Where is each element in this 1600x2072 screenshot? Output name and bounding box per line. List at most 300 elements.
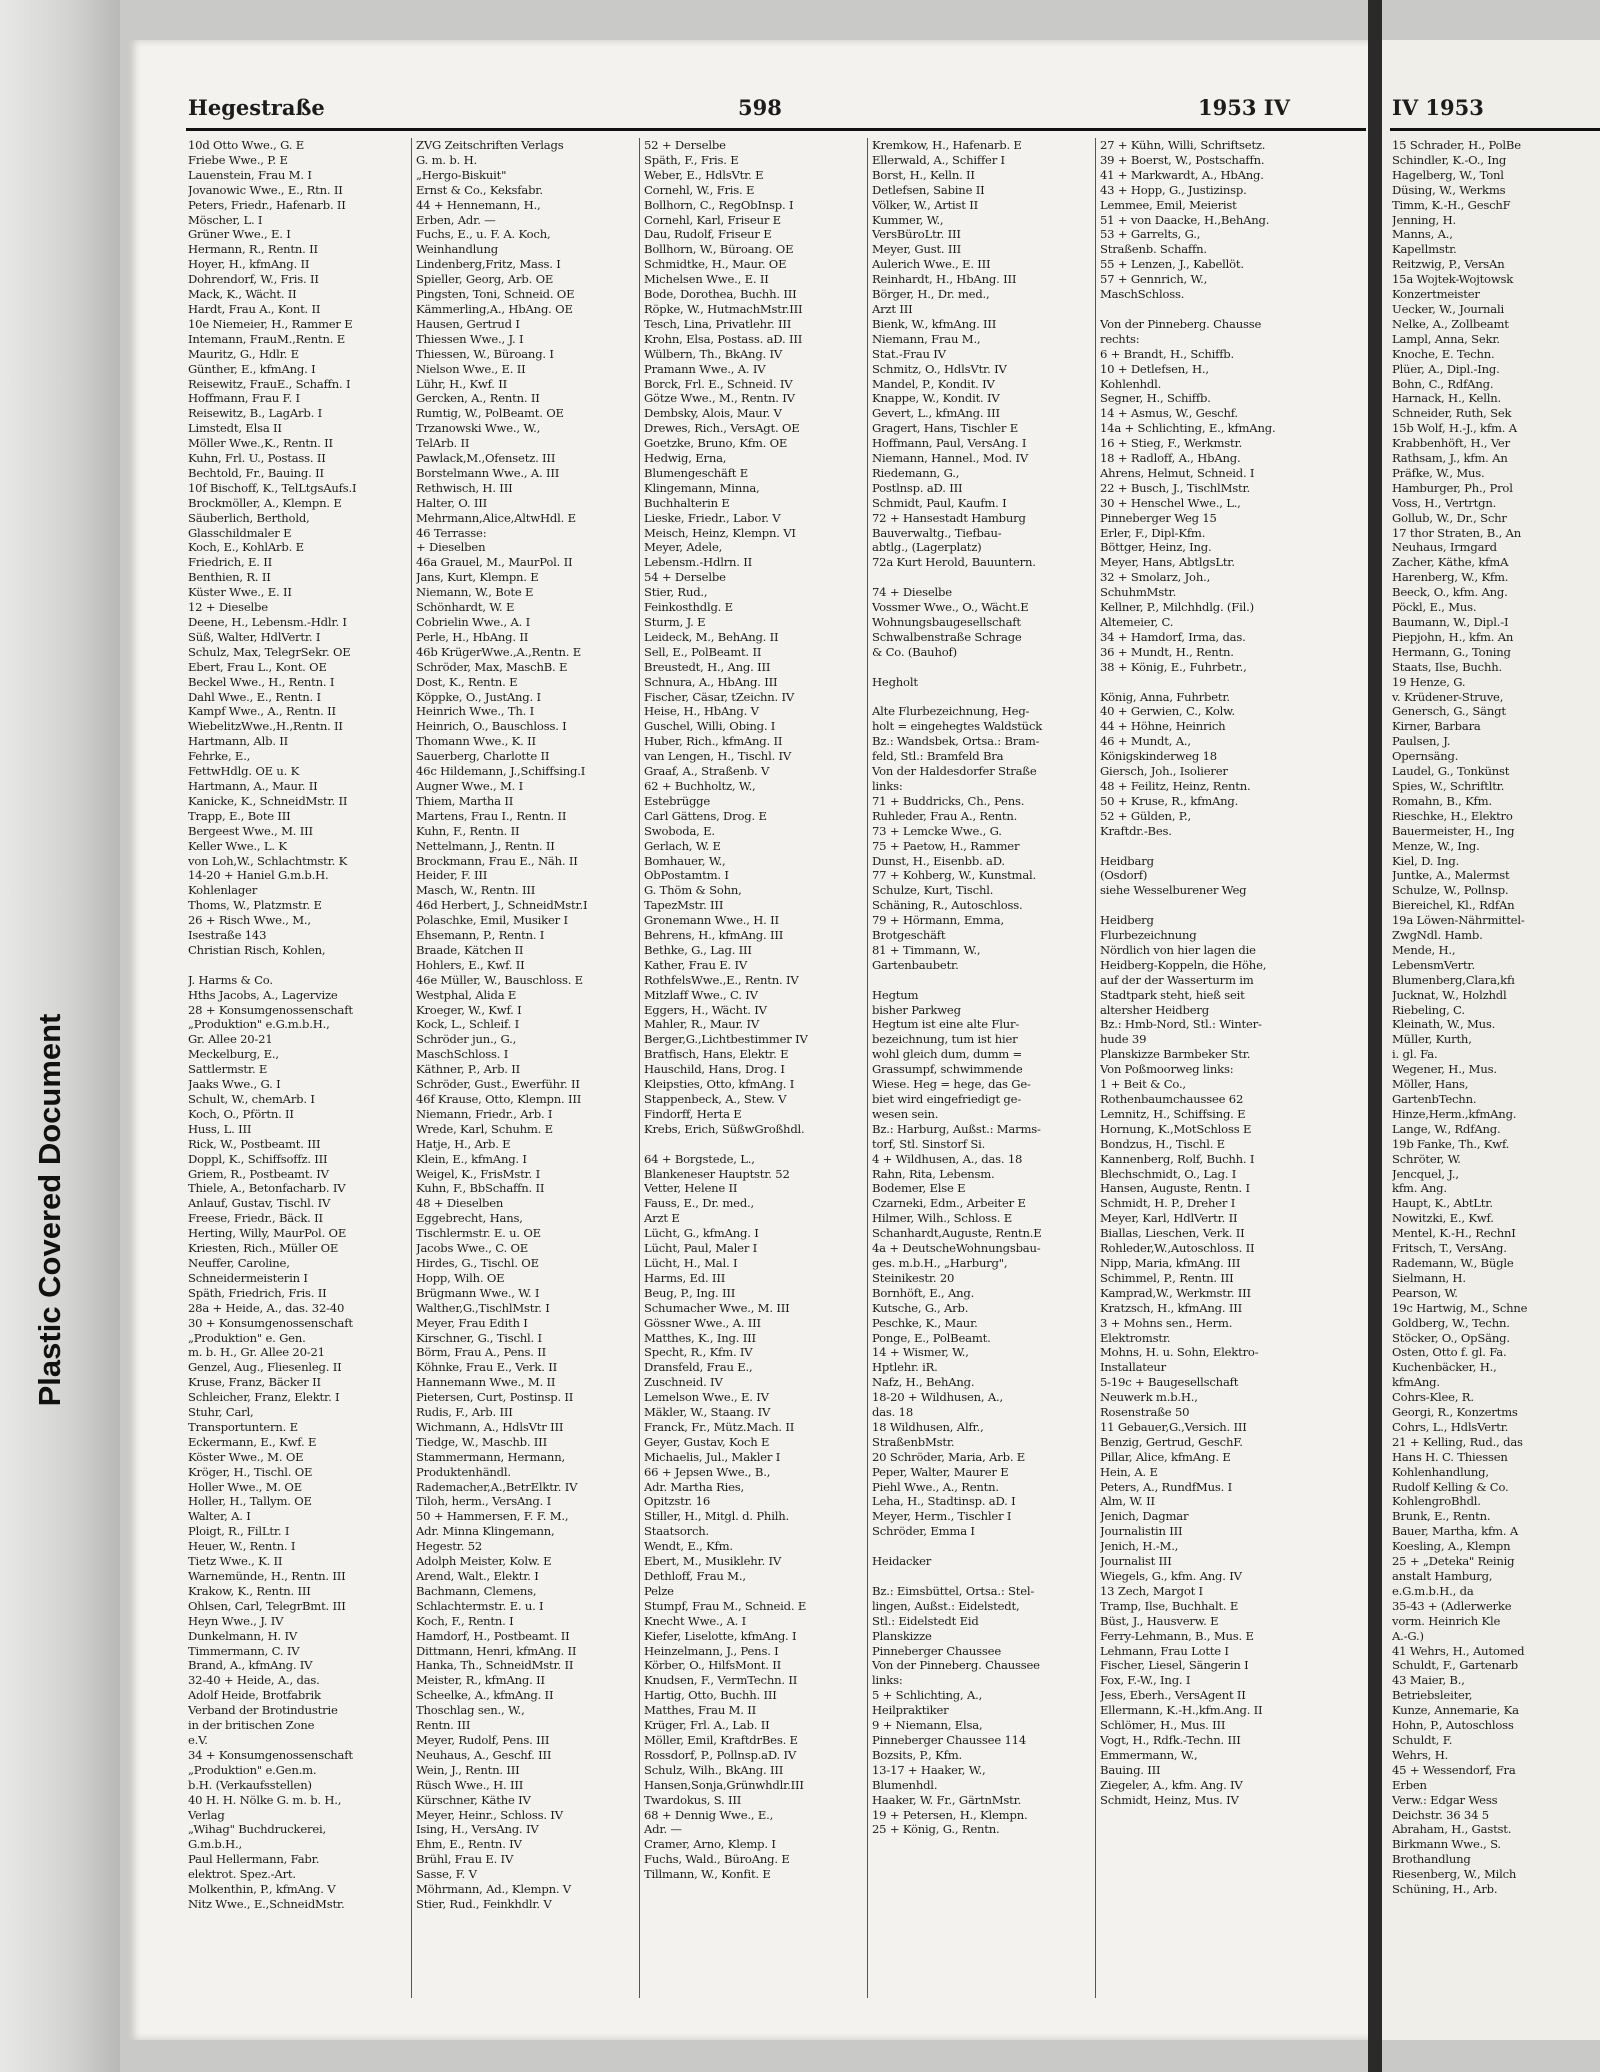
- directory-entry: Schnura, A., HbAng. III: [644, 674, 778, 689]
- directory-entry: 62 + Buchholtz, W.,: [644, 778, 756, 793]
- directory-entry: Verw.: Edgar Wess: [1392, 1792, 1498, 1807]
- directory-entry: Isestraße 143: [188, 928, 267, 943]
- directory-entry: Ruhleder, Frau A., Rentn.: [872, 808, 1018, 823]
- directory-entry: Beug, P., Ing. III: [644, 1285, 736, 1300]
- directory-entry: Hermann, R., Rentn. II: [188, 242, 318, 257]
- directory-entry: Hegholt: [872, 674, 918, 689]
- directory-entry: Grassumpf, schwimmende: [872, 1062, 1023, 1077]
- directory-entry: abtlg., (Lagerplatz): [872, 540, 982, 555]
- directory-entry: Staats, Ilse, Buchh.: [1392, 659, 1502, 674]
- directory-entry: 41 Wehrs, H., Automed: [1392, 1643, 1525, 1658]
- directory-entry: 68 + Dennig Wwe., E.,: [644, 1807, 774, 1822]
- directory-entry: TelArb. II: [416, 436, 470, 451]
- directory-entry: Brunk, E., Rentn.: [1392, 1509, 1491, 1524]
- directory-entry: Adr. Martha Ries,: [644, 1479, 745, 1494]
- directory-entry: 50 + Hammersen, F. F. M.,: [416, 1509, 569, 1524]
- directory-entry: Hilmer, Wilh., Schloss. E: [872, 1211, 1012, 1226]
- directory-entry: 10d Otto Wwe., G. E: [188, 138, 304, 152]
- directory-entry: Cornehl, W., Fris. E: [644, 182, 755, 197]
- directory-entry: Sauerberg, Charlotte II: [416, 749, 550, 764]
- directory-entry: Gössner Wwe., A. III: [644, 1315, 761, 1330]
- directory-entry: Menze, W., Ing.: [1392, 838, 1480, 853]
- directory-entry: Schlachtermstr. E. u. I: [416, 1598, 544, 1613]
- directory-entry: 66 + Jepsen Wwe., B.,: [644, 1464, 771, 1479]
- directory-entry: Paul Hellermann, Fabr.: [188, 1852, 320, 1867]
- directory-entry: Perle, H., HbAng. II: [416, 629, 529, 644]
- directory-entry: Meyer, Frau Edith I: [416, 1315, 528, 1330]
- directory-entry: Pelze: [644, 1583, 674, 1598]
- directory-entry: Ellermann, K.-H.,kfm.Ang. II: [1100, 1703, 1263, 1718]
- directory-entry: ZVG Zeitschriften Verlags: [416, 138, 564, 152]
- next-page-edge: [1382, 40, 1600, 2040]
- directory-entry: 40 H. H. Nölke G. m. b. H.,: [188, 1792, 342, 1807]
- directory-entry: Rohleder,W.,Autoschloss. II: [1100, 1241, 1255, 1256]
- directory-entry: Harnack, H., Kelln.: [1392, 391, 1501, 406]
- directory-entry: 52 + Gülden, P.,: [1100, 808, 1192, 823]
- next-page-header: IV 1953: [1392, 95, 1484, 120]
- directory-entry: Knudsen, F., VermTechn. II: [644, 1673, 798, 1688]
- directory-entry: 44 + Höhne, Heinrich: [1100, 719, 1226, 734]
- directory-entry: Heidberg: [1100, 913, 1154, 928]
- directory-entry: Heuer, W., Rentn. I: [188, 1539, 296, 1554]
- directory-entry: Fehrke, E.,: [188, 749, 251, 764]
- directory-entry: Völker, W., Artist II: [872, 197, 979, 212]
- directory-entry: 79 + Hörmann, Emma,: [872, 913, 1004, 928]
- directory-entry: Trapp, E., Bote III: [188, 808, 291, 823]
- directory-entry: Kohlenlager: [188, 883, 258, 898]
- directory-entry: 44 + Hennemann, H.,: [416, 197, 541, 212]
- directory-entry: Adolph Meister, Kolw. E: [416, 1554, 552, 1569]
- directory-entry: Juntke, A., Malermst: [1392, 868, 1510, 883]
- directory-entry: 77 + Kohberg, W., Kunstmal.: [872, 868, 1037, 883]
- directory-entry: Kanicke, K., SchneidMstr. II: [188, 793, 348, 808]
- directory-entry: 27 + Kühn, Willi, Schriftsetz.: [1100, 138, 1266, 152]
- directory-entry: Dost, K., Rentn. E: [416, 674, 518, 689]
- directory-entry: 35-43 + (Adlerwerke: [1392, 1598, 1512, 1613]
- directory-entry: Königskinderweg 18: [1100, 749, 1217, 764]
- directory-entry: Graaf, A., Straßenb. V: [644, 764, 770, 779]
- directory-entry: Müller, Kurth,: [1392, 1032, 1472, 1047]
- directory-entry: bezeichnung, tum ist hier: [872, 1032, 1018, 1047]
- directory-entry: Braade, Kätchen II: [416, 942, 524, 957]
- directory-entry: Brothandlung: [1392, 1852, 1471, 1867]
- directory-entry: Schlömer, H., Mus. III: [1100, 1718, 1226, 1733]
- directory-entry: Jenning, H.: [1392, 212, 1457, 227]
- directory-entry: Möller, Hans,: [1392, 1077, 1469, 1092]
- directory-entry: Biallas, Lieschen, Verk. II: [1100, 1226, 1245, 1241]
- directory-entry: Carl Gättens, Drog. E: [644, 808, 767, 823]
- directory-entry: Niemann, Hannel., Mod. IV: [872, 451, 1029, 466]
- directory-entry: in der britischen Zone: [188, 1718, 315, 1733]
- directory-entry: Schmitz, O., HdlsVtr. IV: [872, 361, 1007, 376]
- directory-entry: Meckelburg, E.,: [188, 1047, 279, 1062]
- directory-entry: Heider, F. III: [416, 868, 488, 883]
- directory-entry: 30 + Konsumgenossenschaft: [188, 1315, 353, 1330]
- directory-entry: [872, 660, 1090, 675]
- directory-entry: e.G.m.b.H., da: [1392, 1583, 1474, 1598]
- directory-entry: Nelke, A., Zollbeamt: [1392, 316, 1509, 331]
- directory-entry: [872, 1569, 1090, 1584]
- directory-entry: 55 + Lenzen, J., Kabellöt.: [1100, 257, 1244, 272]
- directory-entry: 14 + Wismer, W.,: [872, 1345, 969, 1360]
- directory-entry: Swoboda, E.: [644, 823, 715, 838]
- directory-entry: Hanka, Th., SchneidMstr. II: [416, 1658, 574, 1673]
- directory-entry: 46c Hildemann, J.,Schiffsing.I: [416, 764, 586, 779]
- directory-entry: Ferry-Lehmann, B., Mus. E: [1100, 1628, 1254, 1643]
- directory-entry: Lücht, Paul, Maler I: [644, 1241, 758, 1256]
- directory-entry: Journalist III: [1100, 1554, 1172, 1569]
- directory-entry: Neuhaus, Irmgard: [1392, 540, 1497, 555]
- directory-entry: 14a + Schlichting, E., kfmAng.: [1100, 421, 1276, 436]
- directory-entry: anstalt Hamburg,: [1392, 1569, 1493, 1583]
- directory-entry: Dau, Rudolf, Friseur E: [644, 227, 772, 242]
- directory-entry: 10e Niemeier, H., Rammer E: [188, 316, 353, 331]
- directory-entry: Hans H. C. Thiessen: [1392, 1449, 1508, 1464]
- directory-entry: Fauss, E., Dr. med.,: [644, 1196, 755, 1211]
- directory-entry: 36 + Mundt, H., Rentn.: [1100, 644, 1234, 659]
- directory-entry: auf der der Wasserturm im: [1100, 972, 1254, 987]
- directory-entry: [644, 1137, 862, 1152]
- directory-entry: Manns, A.,: [1392, 227, 1453, 242]
- directory-entry: Koesling, A., Klempn: [1392, 1539, 1511, 1554]
- directory-entry: Bergeest Wwe., M. III: [188, 823, 313, 838]
- directory-entry: Alte Flurbezeichnung, Heg-: [872, 704, 1030, 719]
- directory-entry: Haaker, W. Fr., GärtnMstr.: [872, 1792, 1022, 1807]
- directory-entry: Warnemünde, H., Rentn. III: [188, 1569, 346, 1583]
- directory-entry: Borstelmann Wwe., A. III: [416, 465, 560, 480]
- directory-entry: Estebrügge: [644, 793, 711, 808]
- directory-entry: Schönhardt, W. E: [416, 600, 515, 615]
- directory-entry: Ebert, Frau L., Kont. OE: [188, 659, 327, 674]
- directory-entry: Adr. Minna Klingemann,: [416, 1524, 555, 1539]
- column-5: [1100, 138, 1318, 1998]
- directory-entry: Tiloh, herm., VersAng. I: [416, 1494, 551, 1509]
- directory-entry: Günther, E., kfmAng. I: [188, 361, 316, 376]
- directory-entry: Pietersen, Curt, Postinsp. II: [416, 1390, 574, 1405]
- directory-entry: Körber, O., HilfsMont. II: [644, 1658, 781, 1673]
- directory-entry: 15b Wolf, H.-J., kfm. A: [1392, 421, 1517, 436]
- directory-entry: Gronemann Wwe., H. II: [644, 913, 779, 928]
- directory-entry: 16 + Stieg, F., Werkmstr.: [1100, 436, 1243, 451]
- directory-entry: Brand, A., kfmAng. IV: [188, 1658, 313, 1673]
- directory-entry: Peper, Walter, Maurer E: [872, 1464, 1009, 1479]
- directory-entry: Feinkosthdlg. E: [644, 600, 733, 615]
- column-divider: [1095, 138, 1096, 1998]
- directory-entry: Findorff, Herta E: [644, 1106, 742, 1121]
- directory-entry: kfm. Ang.: [1392, 1181, 1447, 1196]
- directory-entry: Hansen,Sonja,Grünwhdlr.III: [644, 1777, 804, 1792]
- directory-entry: Christian Risch, Kohlen,: [188, 942, 326, 957]
- directory-entry: Hths Jacobs, A., Lagervize: [188, 987, 338, 1002]
- directory-entry: Dembsky, Alois, Maur. V: [644, 406, 782, 421]
- directory-entry: Stier, Rud.,: [644, 585, 708, 600]
- directory-entry: & Co. (Bauhof): [872, 644, 957, 659]
- directory-entry: Schuldt, F.: [1392, 1732, 1453, 1747]
- directory-entry: 45 + Wessendorf, Fra: [1392, 1762, 1516, 1777]
- directory-entry: Guschel, Willi, Obing. I: [644, 719, 776, 734]
- directory-entry: (Osdorf): [1100, 868, 1148, 883]
- directory-entry: [872, 570, 1090, 585]
- directory-entry: 15 Schrader, H., PolBe: [1392, 138, 1521, 152]
- directory-entry: Opernsäng.: [1392, 749, 1459, 764]
- directory-entry: Pawlack,M.,Ofensetz. III: [416, 451, 556, 466]
- directory-entry: Breustedt, H., Ang. III: [644, 659, 771, 674]
- directory-entry: v. Krüdener-Struve,: [1392, 689, 1504, 704]
- directory-entry: kfmAng.: [1392, 1375, 1440, 1390]
- directory-entry: Pingsten, Toni, Schneid. OE: [416, 287, 575, 302]
- directory-entry: Vossmer Wwe., O., Wächt.E: [872, 600, 1029, 615]
- directory-entry: Böttger, Heinz, Ing.: [1100, 540, 1212, 555]
- directory-entry: Straßenb. Schaffn.: [1100, 242, 1207, 257]
- directory-entry: ObPostamtm. I: [644, 868, 729, 883]
- directory-entry: Kellner, P., Milchhdlg. (Fil.): [1100, 600, 1254, 615]
- directory-entry: Krakow, K., Rentn. III: [188, 1583, 311, 1598]
- directory-entry: Präfke, W., Mus.: [1392, 465, 1485, 480]
- directory-entry: Peschke, K., Maur.: [872, 1315, 978, 1330]
- directory-entry: Sattlermstr. E: [188, 1062, 268, 1077]
- directory-entry: Kuchenbäcker, H.,: [1392, 1360, 1497, 1375]
- directory-entry: 34 + Hamdorf, Irma, das.: [1100, 629, 1246, 644]
- directory-entry: Stumpf, Frau M., Schneid. E: [644, 1598, 807, 1613]
- directory-entry: Kriesten, Rich., Müller OE: [188, 1241, 339, 1256]
- directory-entry: Von Poßmoorweg links:: [1100, 1062, 1234, 1077]
- directory-entry: Limstedt, Elsa II: [188, 421, 282, 436]
- directory-entry: Hegestr. 52: [416, 1539, 483, 1554]
- directory-entry: Pearson, W.: [1392, 1285, 1458, 1300]
- directory-entry: 72a Kurt Herold, Bauuntern.: [872, 555, 1036, 570]
- directory-entry: Verlag: [188, 1807, 225, 1822]
- directory-entry: Meyer, Heinr., Schloss. IV: [416, 1807, 563, 1822]
- directory-entry: Dethloff, Frau M.,: [644, 1569, 746, 1583]
- directory-entry: 46e Müller, W., Bauschloss. E: [416, 972, 583, 987]
- directory-entry: Hoffmann, Paul, VersAng. I: [872, 436, 1027, 451]
- directory-entry: Bienk, W., kfmAng. III: [872, 316, 997, 331]
- directory-entry: Cohrs-Klee, R.: [1392, 1390, 1474, 1405]
- directory-entry: Mohns, H. u. Sohn, Elektro-: [1100, 1345, 1259, 1360]
- directory-entry: Flurbezeichnung: [1100, 928, 1197, 943]
- directory-entry: 71 + Buddricks, Ch., Pens.: [872, 793, 1025, 808]
- directory-entry: „Hergo-Biskuit": [416, 167, 507, 182]
- directory-entry: Koch, E., KohlArb. E: [188, 540, 304, 555]
- directory-entry: Cobrielin Wwe., A. I: [416, 615, 531, 629]
- directory-entry: Sasse, F. V: [416, 1867, 477, 1882]
- directory-entry: Klein, E., kfmAng. I: [416, 1151, 527, 1166]
- directory-entry: Biereichel, Kl., RdfAn: [1392, 898, 1515, 913]
- directory-entry: Brügmann Wwe., W. I: [416, 1285, 540, 1300]
- directory-entry: Hirdes, G., Tischl. OE: [416, 1255, 539, 1270]
- directory-entry: Heyn Wwe., J. IV: [188, 1613, 284, 1628]
- directory-entry: Laudel, G., Tonkünst: [1392, 764, 1510, 779]
- directory-entry: Tiedge, W., Maschb. III: [416, 1434, 547, 1449]
- directory-entry: Vogt, H., Rdfk.-Techn. III: [1100, 1732, 1241, 1747]
- directory-entry: Kiel, D. Ing.: [1392, 853, 1460, 868]
- directory-entry: „Produktion" e. Gen.: [188, 1330, 306, 1345]
- directory-entry: Meister, R., kfmAng. II: [416, 1673, 545, 1688]
- directory-entry: [1100, 675, 1318, 690]
- directory-entry: 18 + Radloff, A., HbAng.: [1100, 451, 1241, 466]
- directory-entry: 14-20 + Haniel G.m.b.H.: [188, 868, 329, 883]
- directory-entry: Kohlenhandlung,: [1392, 1464, 1489, 1479]
- directory-entry: 19 Henze, G.: [1392, 674, 1466, 689]
- directory-entry: ZwgNdl. Hamb.: [1392, 928, 1483, 943]
- directory-entry: Meyer, Adele,: [644, 540, 723, 555]
- directory-entry: Rademann, W., Bügle: [1392, 1255, 1514, 1270]
- directory-entry: Betriebsleiter,: [1392, 1688, 1473, 1703]
- directory-entry: RothfelsWwe.,E., Rentn. IV: [644, 972, 799, 987]
- directory-entry: Hedwig, Erna,: [644, 451, 727, 466]
- directory-entry: Kock, L., Schleif. I: [416, 1017, 519, 1032]
- directory-entry: 51 + von Daacke, H.,BehAng.: [1100, 212, 1270, 227]
- directory-entry: [872, 973, 1090, 988]
- directory-entry: Tietz Wwe., K. II: [188, 1554, 283, 1569]
- directory-entry: Wegener, H., Mus.: [1392, 1062, 1497, 1077]
- directory-entry: Installateur: [1100, 1360, 1167, 1375]
- directory-entry: Rieschke, H., Elektro: [1392, 808, 1513, 823]
- directory-entry: Hinze,Herm.,kfmAng.: [1392, 1106, 1517, 1121]
- directory-entry: 46d Herbert, J., SchneidMstr.I: [416, 898, 588, 913]
- directory-entry: Reitzwig, P., VersAn: [1392, 257, 1505, 272]
- directory-entry: Ebert, M., Musiklehr. IV: [644, 1554, 782, 1569]
- directory-entry: Postlnsp. aD. III: [872, 480, 963, 495]
- directory-entry: Erler, F., Dipl-Kfm.: [1100, 525, 1206, 540]
- directory-entry: Lemmee, Emil, Meierist: [1100, 197, 1237, 212]
- directory-entry: Peters, A., RundfMus. I: [1100, 1479, 1232, 1494]
- directory-entry: 21 + Kelling, Rud., das: [1392, 1434, 1523, 1449]
- column-4: [872, 138, 1090, 1998]
- directory-entry: MaschSchloss. I: [416, 1047, 509, 1062]
- directory-entry: 14 + Asmus, W., Geschf.: [1100, 406, 1238, 421]
- directory-entry: Lindenberg,Fritz, Mass. I: [416, 257, 561, 272]
- directory-entry: 13 Zech, Margot I: [1100, 1583, 1203, 1598]
- directory-entry: Köhnke, Frau E., Verk. II: [416, 1360, 557, 1375]
- directory-entry: Wohnungsbaugesellschaft: [872, 615, 1021, 629]
- directory-entry: Fuchs, Wald., BüroAng. E: [644, 1852, 790, 1867]
- directory-entry: 64 + Borgstede, L.,: [644, 1151, 755, 1166]
- directory-entry: Timm, K.-H., GeschF: [1392, 197, 1511, 212]
- directory-entry: Harenberg, W., Kfm.: [1392, 570, 1509, 585]
- directory-entry: Thoschlag sen., W.,: [416, 1703, 525, 1718]
- directory-entry: Rudis, F., Arb. III: [416, 1405, 513, 1420]
- directory-entry: Neuffer, Caroline,: [188, 1255, 290, 1270]
- directory-entry: Freese, Friedr., Bäck. II: [188, 1211, 323, 1226]
- directory-entry: Neuhaus, A., Geschf. III: [416, 1747, 552, 1762]
- directory-entry: Ehsemann, P., Rentn. I: [416, 928, 545, 943]
- directory-entry: Cornehl, Karl, Friseur E: [644, 212, 781, 227]
- directory-entry: Transportuntern. E: [188, 1419, 298, 1434]
- directory-entry: Knappe, W., Kondit. IV: [872, 391, 1000, 406]
- directory-entry: Sell, E., PolBeamt. II: [644, 644, 762, 659]
- directory-entry: Schulz, Wilh., BkAng. III: [644, 1762, 784, 1777]
- next-header-rule: [1390, 128, 1600, 131]
- directory-entry: Adolf Heide, Brotfabrik: [188, 1688, 321, 1703]
- directory-entry: Michelsen Wwe., E. II: [644, 272, 769, 287]
- directory-entry: Hamdorf, H., Postbeamt. II: [416, 1628, 570, 1643]
- directory-entry: Nördlich von hier lagen die: [1100, 942, 1256, 957]
- directory-entry: Kiefer, Liselotte, kfmAng. I: [644, 1628, 797, 1643]
- directory-entry: [872, 1539, 1090, 1554]
- directory-entry: Rossdorf, P., Pollnsp.aD. IV: [644, 1747, 797, 1762]
- directory-entry: Beckel Wwe., H., Rentn. I: [188, 674, 335, 689]
- directory-entry: Schröder, Max, MaschB. E: [416, 659, 568, 674]
- directory-entry: ges. m.b.H., „Harburg",: [872, 1255, 1008, 1270]
- directory-entry: links:: [872, 1673, 903, 1688]
- directory-entry: Stl.: Eidelstedt Eid: [872, 1613, 979, 1628]
- directory-entry: 32 + Smolarz, Joh.,: [1100, 570, 1211, 585]
- directory-entry: Hoffmann, Frau F. I: [188, 391, 300, 406]
- directory-entry: Jenich, H.-M.,: [1100, 1539, 1179, 1554]
- directory-entry: Erben, Adr. —: [416, 212, 496, 227]
- directory-entry: Schneidermeisterin I: [188, 1270, 308, 1285]
- directory-entry: Sturm, J. E: [644, 615, 706, 629]
- directory-entry: LebensmVertr.: [1392, 957, 1475, 972]
- directory-entry: Leideck, M., BehAng. II: [644, 629, 779, 644]
- directory-entry: Opitzstr. 16: [644, 1494, 711, 1509]
- directory-entry: Czarneki, Edm., Arbeiter E: [872, 1196, 1026, 1211]
- directory-entry: Kröger, H., Tischl. OE: [188, 1464, 313, 1479]
- directory-entry: Schumacher Wwe., M. III: [644, 1300, 790, 1315]
- directory-entry: Riesenberg, W., Milch: [1392, 1867, 1517, 1882]
- directory-entry: Koch, F., Rentn. I: [416, 1613, 514, 1628]
- column-divider: [411, 138, 412, 1998]
- directory-entry: Trzanowski Wwe., W.,: [416, 421, 541, 436]
- directory-entry: Schindler, K.-O., Ing: [1392, 152, 1507, 167]
- directory-entry: Möscher, L. I: [188, 212, 263, 227]
- directory-entry: Eckermann, E., Kwf. E: [188, 1434, 317, 1449]
- directory-entry: Harms, Ed. III: [644, 1270, 726, 1285]
- directory-entry: 52 + Derselbe: [644, 138, 726, 152]
- directory-entry: StraßenbMstr.: [872, 1434, 955, 1449]
- directory-entry: G.m.b.H.,: [188, 1837, 243, 1852]
- directory-entry: Gollub, W., Dr., Schr: [1392, 510, 1507, 525]
- directory-entry: Hausen, Gertrud I: [416, 316, 520, 331]
- directory-entry: 22 + Busch, J., TischlMstr.: [1100, 480, 1250, 495]
- directory-entry: Pöckl, E., Mus.: [1392, 600, 1477, 615]
- directory-entry: Kampf Wwe., A., Rentn. II: [188, 704, 336, 719]
- directory-entry: Riedemann, G.,: [872, 465, 960, 480]
- directory-entry: Pramann Wwe., A. IV: [644, 361, 766, 376]
- directory-entry: Gr. Allee 20-21: [188, 1032, 273, 1047]
- directory-entry: FettwHdlg. OE u. K: [188, 764, 300, 779]
- directory-entry: Brühl, Frau E. IV: [416, 1852, 514, 1867]
- directory-entry: Hatje, H., Arb. E: [416, 1136, 511, 1151]
- street-header: Hegestraße: [188, 95, 325, 120]
- directory-entry: Alm, W. II: [1100, 1494, 1155, 1509]
- directory-entry: Von der Pinneberg. Chaussee: [872, 1658, 1040, 1673]
- directory-entry: Brockmöller, A., Klempn. E: [188, 495, 342, 510]
- directory-entry: Bondzus, H., Tischl. E: [1100, 1136, 1225, 1151]
- directory-entry: Hauschild, Hans, Drog. I: [644, 1062, 785, 1077]
- directory-entry: Niemann, Frau M.,: [872, 331, 981, 346]
- directory-entry: Verband der Brotindustrie: [188, 1703, 338, 1718]
- directory-entry: wohl gleich dum, dumm =: [872, 1047, 1023, 1062]
- directory-entry: von Loh,W., Schlachtmstr. K: [188, 853, 348, 868]
- directory-entry: Jans, Kurt, Klempn. E: [416, 570, 539, 585]
- directory-entry: Glasschildmaler E: [188, 525, 292, 540]
- directory-entry: Fuchs, E., u. F. A. Koch,: [416, 227, 551, 242]
- directory-entry: Meisch, Heinz, Klempn. VI: [644, 525, 796, 540]
- directory-entry: 5-19c + Baugesellschaft: [1100, 1375, 1239, 1390]
- directory-entry: Pillar, Alice, kfmAng. E: [1100, 1449, 1231, 1464]
- directory-entry: Bauing. III: [1100, 1762, 1161, 1777]
- directory-entry: 34 + Konsumgenossenschaft: [188, 1747, 353, 1762]
- directory-entry: Bachmann, Clemens,: [416, 1583, 537, 1598]
- directory-entry: Neuwerk m.b.H.,: [1100, 1390, 1198, 1405]
- directory-entry: Heidacker: [872, 1554, 932, 1569]
- directory-entry: Krabbenhöft, H., Ver: [1392, 436, 1510, 451]
- directory-entry: Kleinath, W., Mus.: [1392, 1017, 1496, 1032]
- directory-entry: 10 + Detlefsen, H.,: [1100, 361, 1209, 376]
- directory-entry: 15a Wojtek-Wojtowsk: [1392, 272, 1514, 287]
